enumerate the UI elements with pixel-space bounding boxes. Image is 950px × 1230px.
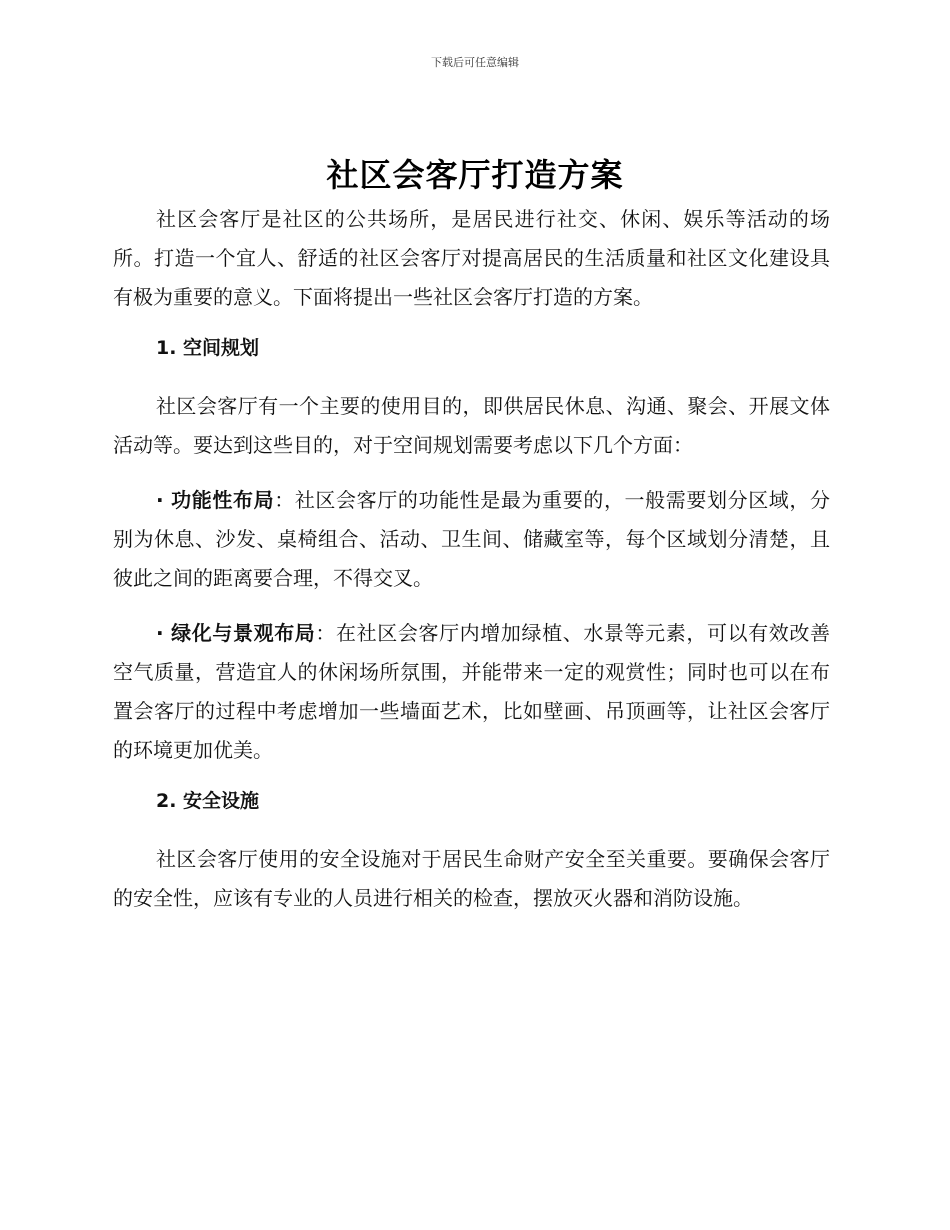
document-title: 社区会客厅打造方案: [326, 156, 624, 194]
space-planning-paragraph: 社区会客厅有一个主要的使用目的，即供居民休息、沟通、聚会、开展文体活动等。要达到这些目的，对于空间规划需要考虑以下几个方面：: [113, 394, 830, 457]
section-heading-safety: 2. 安全设施: [156, 790, 260, 812]
section-heading-space-planning: 1. 空间规划: [156, 337, 260, 359]
bullet-text-greening-layout: 在社区会客厅内增加绿植、水景等元素，可以有效改善空气质量，营造宜人的休闲场所氛围，并能带来一定的观赏性；同时也可以在布置会客厅的过程中考虑增加一些墙面艺术，比如壁画、吊顶画等，让社区会客厅的环境更加优美。: [113, 621, 831, 762]
intro-paragraph: 社区会客厅是社区的公共场所，是居民进行社交、休闲、娱乐等活动的场所。打造一个宜人、舒适的社区会客厅对提高居民的生活质量和社区文化建设具有极为重要的意义。下面将提出一些社区会客厅打造的方案。: [113, 207, 830, 309]
bullet-label-functional-layout: · 功能性布局: [156, 488, 275, 512]
header-note: 下载后可任意编辑: [431, 56, 519, 69]
document-body: [113, 200, 830, 934]
bullet-text-functional-layout: 社区会客厅的功能性是最为重要的，一般需要划分区域，分别为休息、沙发、桌椅组合、活动、卫生间、储藏室等，每个区域划分清楚，且彼此之间的距离要合理，不得交叉。: [113, 488, 831, 590]
bullet-separator: ：: [274, 488, 295, 512]
safety-paragraph: 社区会客厅使用的安全设施对于居民生命财产安全至关重要。要确保会客厅的安全性，应该有专业的人员进行相关的检查，摆放灭火器和消防设施。: [113, 847, 830, 910]
bullet-separator: ：: [315, 621, 337, 645]
bullet-functional-layout: [113, 481, 830, 598]
bullet-label-greening-layout: · 绿化与景观布局: [156, 621, 316, 645]
bullet-greening-layout: [113, 614, 830, 770]
